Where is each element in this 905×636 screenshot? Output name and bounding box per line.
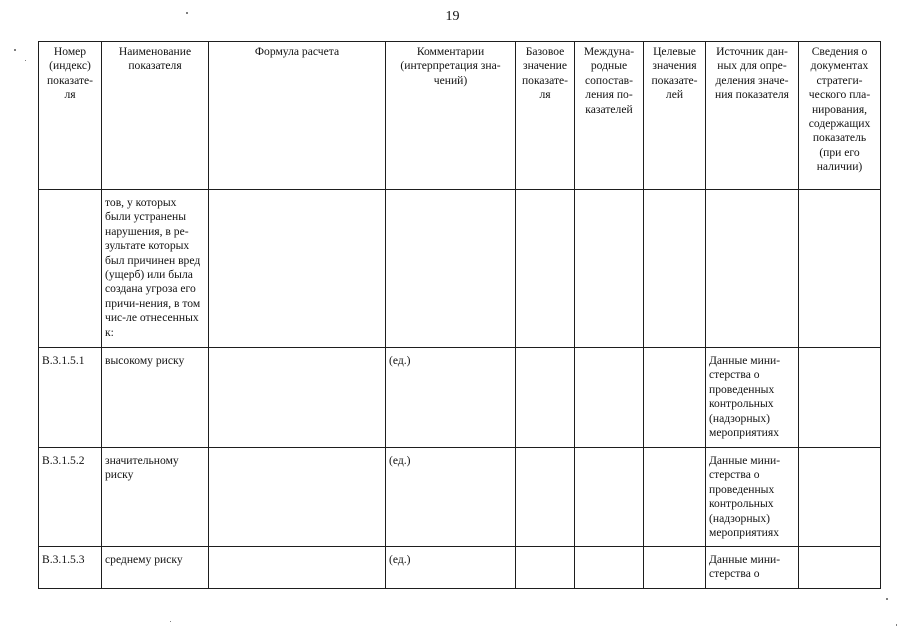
table-row <box>39 547 881 589</box>
row-international <box>575 348 644 448</box>
row-formula <box>209 190 386 348</box>
row-base-value <box>516 190 575 348</box>
row-strategic-documents <box>799 448 881 547</box>
header-strategic-documents: Сведения о документах стратеги-ческого пла-нирования, содержащих показатель (при его наличии) <box>799 42 881 190</box>
row-data-source: Данные мини-стерства о проведенных контрольных (надзорных) мероприятиях <box>706 348 799 448</box>
header-data-source: Источник дан-ных для опре-деления значе-ния показателя <box>706 42 799 190</box>
scan-speck <box>170 621 171 622</box>
table-row <box>39 448 881 547</box>
row-international <box>575 190 644 348</box>
row-comment <box>386 190 516 348</box>
row-name: среднему риску <box>102 547 209 589</box>
table-row <box>39 348 881 448</box>
row-data-source: Данные мини-стерства о <box>706 547 799 589</box>
row-number: В.3.1.5.1 <box>39 348 102 448</box>
header-formula: Формула расчета <box>209 42 386 190</box>
indicators-table <box>38 41 881 589</box>
row-name: тов, у которых были устранены нарушения, в ре-зультате которых был причинен вред (ущерб) или была создана угроза его причи-нения, в том чис-ле отнесенных к: <box>102 190 209 348</box>
header-comment: Комментарии (интерпретация зна-чений) <box>386 42 516 190</box>
scan-speck <box>886 598 888 600</box>
scan-speck <box>25 60 26 61</box>
row-comment: (ед.) <box>386 348 516 448</box>
row-target-values <box>644 448 706 547</box>
row-target-values <box>644 348 706 448</box>
scan-speck <box>186 12 188 14</box>
row-base-value <box>516 348 575 448</box>
row-strategic-documents <box>799 348 881 448</box>
row-name: высокому риску <box>102 348 209 448</box>
row-comment: (ед.) <box>386 448 516 547</box>
row-formula <box>209 547 386 589</box>
row-name: значительному риску <box>102 448 209 547</box>
row-strategic-documents <box>799 547 881 589</box>
row-data-source: Данные мини-стерства о проведенных контрольных (надзорных) мероприятиях <box>706 448 799 547</box>
row-comment: (ед.) <box>386 547 516 589</box>
header-name: Наименование показателя <box>102 42 209 190</box>
row-base-value <box>516 448 575 547</box>
scan-speck <box>14 49 16 51</box>
row-base-value <box>516 547 575 589</box>
page-number: 19 <box>445 9 460 24</box>
row-number: В.3.1.5.3 <box>39 547 102 589</box>
row-data-source <box>706 190 799 348</box>
row-target-values <box>644 547 706 589</box>
header-base-value: Базовое значение показате-ля <box>516 42 575 190</box>
row-number <box>39 190 102 348</box>
row-formula <box>209 448 386 547</box>
scan-speck <box>896 624 897 626</box>
header-number: Номер (индекс) показате-ля <box>39 42 102 190</box>
header-row <box>39 42 881 190</box>
row-international <box>575 547 644 589</box>
row-number: В.3.1.5.2 <box>39 448 102 547</box>
header-target-values: Целевые значения показате-лей <box>644 42 706 190</box>
row-strategic-documents <box>799 190 881 348</box>
row-target-values <box>644 190 706 348</box>
row-formula <box>209 348 386 448</box>
row-international <box>575 448 644 547</box>
header-international: Междуна-родные сопостав-ления по-казателей <box>575 42 644 190</box>
table-row <box>39 190 881 348</box>
